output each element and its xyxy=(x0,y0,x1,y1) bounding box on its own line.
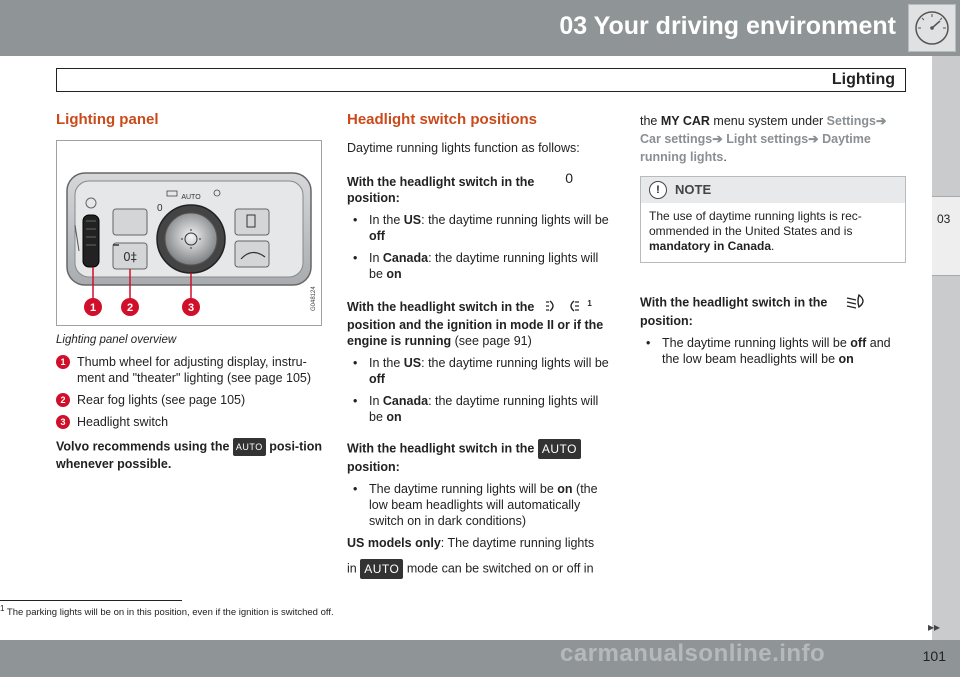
speedometer-icon xyxy=(908,4,956,52)
intro-text: Daytime running lights function as follows: xyxy=(347,141,580,155)
menu-link-light-settings[interactable]: Light settings xyxy=(726,132,809,146)
footnote: $^1$ The parking lights will be on in this position, even if the ignition is switched off. xyxy=(0,604,334,619)
lighting-panel-illustration xyxy=(57,141,322,326)
chapter-tab-active[interactable] xyxy=(932,196,960,276)
position-parking-heading xyxy=(347,296,613,349)
recommendation-post: posi-tion whenever possible. xyxy=(56,439,322,471)
column-lighting-panel xyxy=(56,112,322,480)
menu-path-text: the MY CAR menu system under Settings➔ Car settings➔ Light settings➔ Daytime running lights. xyxy=(640,114,887,164)
menu-link-daytime-running-lights[interactable]: Daytime running lights xyxy=(640,132,871,164)
note-body: The use of daytime running lights is rec-ommended in the United States and is mandatory in Canada. xyxy=(649,209,862,253)
position-0-list xyxy=(347,212,613,282)
position-parking-heading-b: position and the ignition in mode II or if the engine is running xyxy=(347,317,604,348)
mode-text: in AUTO mode can be switched on or off in xyxy=(347,559,613,579)
callout-text: Thumb wheel for adjusting display, instru-ment and "theater" lighting (see page 105) xyxy=(77,355,312,385)
note-box xyxy=(640,176,906,263)
arrow-right-icon: ➔ xyxy=(712,132,723,146)
figure-callout-3: 3 xyxy=(187,302,195,314)
position-auto-heading xyxy=(347,439,613,475)
recommendation-text xyxy=(56,438,322,472)
list-item: • The daytime running lights will be on (the low beam headlights will automatically switch on in dark conditions) xyxy=(347,481,613,529)
callout-number: 1 xyxy=(56,355,70,369)
list-item: • In Canada: the daytime running lights will be on xyxy=(347,393,613,425)
list-item: • The daytime running lights will be off and the low beam headlights will be on xyxy=(640,335,906,367)
position-auto-list xyxy=(347,481,613,529)
figure-code: G048124 xyxy=(311,286,317,311)
watermark: carmanualsonline.info xyxy=(560,640,826,667)
figure-callout-2: 2 xyxy=(126,302,134,314)
position-auto-heading-a: With the headlight switch in the xyxy=(347,441,535,456)
chapter-tab-label: 03 xyxy=(937,212,951,226)
callout-number: 3 xyxy=(56,415,70,429)
position-parking-heading-a: With the headlight switch in the xyxy=(347,300,535,315)
position-lowbeam-heading-b: position: xyxy=(640,314,693,328)
zero-position-symbol: 0 xyxy=(565,170,573,186)
callout-item xyxy=(56,392,322,408)
auto-symbol: AUTO xyxy=(233,438,266,456)
svg-text:0‡: 0‡ xyxy=(123,250,137,264)
callout-number: 2 xyxy=(56,393,70,407)
parking-lights-icon xyxy=(546,299,584,317)
column-headlight-positions xyxy=(347,112,613,587)
position-parking-list xyxy=(347,355,613,425)
footnote-ref: 1 xyxy=(587,299,592,308)
note-title: NOTE xyxy=(675,182,712,197)
list-item: • In the US: the daytime running lights will be off xyxy=(347,212,613,244)
info-icon: ! xyxy=(649,181,667,199)
headlight-positions-heading: Headlight switch positions xyxy=(347,111,538,128)
position-lowbeam-list xyxy=(640,335,906,367)
low-beam-icon xyxy=(845,293,869,313)
figure-label-auto: AUTO xyxy=(181,194,201,201)
column-menu-and-note xyxy=(640,112,906,373)
callout-text: Headlight switch xyxy=(77,415,169,429)
callout-text: Rear fog lights (see page 105) xyxy=(77,393,246,407)
section-bar xyxy=(56,68,906,92)
arrow-right-icon: ➔ xyxy=(808,132,819,146)
chapter-tab-strip xyxy=(932,56,960,640)
lighting-panel-heading: Lighting panel xyxy=(56,111,159,128)
list-item: • In Canada: the daytime running lights will be on xyxy=(347,250,613,282)
position-lowbeam-heading-a: With the headlight switch in the xyxy=(640,295,828,310)
figure-label-zero: 0 xyxy=(157,203,163,214)
auto-symbol: AUTO xyxy=(538,439,581,459)
chapter-title: 03 Your driving environment xyxy=(559,12,896,40)
auto-symbol: AUTO xyxy=(360,559,403,579)
figure-callout-1: 1 xyxy=(89,302,97,314)
menu-link-car-settings[interactable]: Car settings xyxy=(640,132,713,146)
list-item: • In the US: the daytime running lights will be off xyxy=(347,355,613,387)
menu-link-settings[interactable]: Settings xyxy=(826,114,876,128)
callout-item xyxy=(56,414,322,430)
arrow-right-icon: ➔ xyxy=(875,114,887,128)
recommendation-pre: Volvo recommends using the xyxy=(56,439,230,454)
next-page-icon[interactable]: ▸▸ xyxy=(927,620,940,634)
page-number: 101 xyxy=(922,648,946,664)
lighting-panel-figure xyxy=(56,140,322,326)
page-ref: (see page 91) xyxy=(451,333,532,348)
position-0-heading xyxy=(347,170,613,206)
position-0-heading-text: With the headlight switch in the position: xyxy=(347,175,535,205)
note-header xyxy=(641,177,905,203)
position-auto-heading-b: position: xyxy=(347,459,400,474)
section-title: Lighting xyxy=(831,71,895,88)
us-models-text: US models only: The daytime running lights xyxy=(347,535,595,550)
position-lowbeam-heading xyxy=(640,293,906,329)
footnote-rule xyxy=(0,600,182,601)
callout-item xyxy=(56,354,322,386)
figure-caption: Lighting panel overview xyxy=(56,334,177,346)
